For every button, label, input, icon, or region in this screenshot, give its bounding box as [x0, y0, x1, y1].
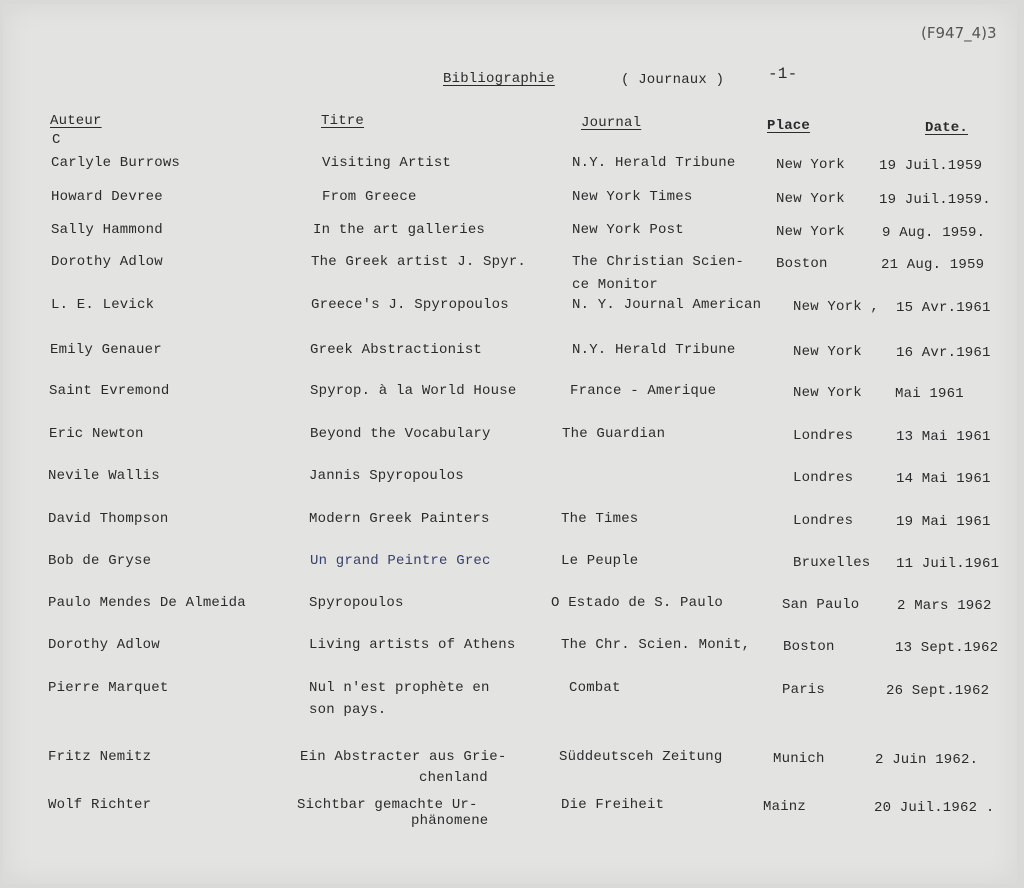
entry-date: 15 Avr.1961: [896, 300, 991, 316]
entry-author: Paulo Mendes De Almeida: [48, 595, 246, 611]
entry-title-continued: son pays.: [309, 702, 387, 718]
entry-place: Boston: [783, 639, 835, 655]
entry-date: 19 Juil.1959: [879, 158, 983, 174]
document-page: [3, 4, 1017, 884]
entry-author: Carlyle Burrows: [51, 155, 181, 171]
column-header-place: Place: [767, 118, 811, 134]
entry-journal: Le Peuple: [561, 553, 639, 569]
page-number: -1-: [768, 65, 798, 83]
entry-author: Fritz Nemitz: [48, 749, 152, 765]
document-title: Bibliographie: [443, 71, 555, 87]
entry-place: New York: [776, 157, 845, 173]
entry-journal: N.Y. Herald Tribune: [572, 342, 736, 358]
entry-place: Londres: [793, 513, 854, 529]
entry-place: Londres: [793, 428, 854, 444]
entry-title: Modern Greek Painters: [309, 511, 490, 527]
entry-date: Mai 1961: [895, 386, 964, 402]
entry-author: Dorothy Adlow: [48, 637, 160, 653]
entry-journal: N.Y. Herald Tribune: [572, 155, 736, 171]
entry-place: Mainz: [763, 799, 807, 815]
column-header-title: Titre: [321, 113, 365, 129]
entry-place: Bruxelles: [793, 555, 871, 571]
entry-journal: O Estado de S. Paulo: [551, 595, 724, 611]
entry-title: Jannis Spyropoulos: [309, 468, 464, 484]
entry-author: Emily Genauer: [50, 342, 162, 358]
entry-place: Munich: [773, 751, 825, 767]
entry-author: L. E. Levick: [51, 297, 155, 313]
entry-date: 2 Mars 1962: [897, 598, 992, 614]
entry-title: Ein Abstracter aus Grie-: [300, 749, 507, 765]
entry-date: 13 Mai 1961: [896, 429, 991, 445]
entry-author: Sally Hammond: [51, 222, 163, 238]
entry-place: Boston: [776, 256, 828, 272]
entry-journal: N. Y. Journal American: [572, 297, 762, 313]
entry-journal: The Christian Scien-: [572, 254, 745, 270]
entry-date: 11 Juil.1961: [896, 556, 1000, 572]
entry-date: 2 Juin 1962.: [875, 752, 979, 768]
entry-title: In the art galleries: [313, 222, 486, 238]
entry-place: New York: [793, 385, 862, 401]
entry-author: Nevile Wallis: [48, 468, 160, 484]
entry-title: Greece's J. Spyropoulos: [311, 297, 509, 313]
entry-journal: France - Amerique: [570, 383, 717, 399]
entry-journal: Die Freiheit: [561, 797, 665, 813]
column-header-journal: Journal: [581, 115, 642, 131]
entry-place: New York: [776, 191, 845, 207]
archive-reference: (F947_4)3: [921, 24, 997, 42]
entry-author: Howard Devree: [51, 189, 163, 205]
entry-journal: The Guardian: [562, 426, 666, 442]
entry-title: Visiting Artist: [322, 155, 452, 171]
entry-place: New York: [776, 224, 845, 240]
entry-author: Wolf Richter: [48, 797, 152, 813]
entry-title-continued: chenland: [419, 770, 488, 786]
entry-author: David Thompson: [48, 511, 169, 527]
entry-title: Living artists of Athens: [309, 637, 516, 653]
entry-journal: Süddeutsceh Zeitung: [559, 749, 723, 765]
entry-date: 20 Juil.1962 .: [874, 800, 995, 816]
entry-date: 21 Aug. 1959: [881, 257, 985, 273]
entry-journal: The Times: [561, 511, 639, 527]
entry-journal: New York Post: [572, 222, 684, 238]
entry-title: Un grand Peintre Grec: [310, 553, 491, 569]
entry-date: 13 Sept.1962: [895, 640, 999, 656]
entry-journal: Combat: [569, 680, 621, 696]
entry-title: Spyropoulos: [309, 595, 404, 611]
entry-date: 26 Sept.1962: [886, 683, 990, 699]
entry-place: Londres: [793, 470, 854, 486]
entry-place: Paris: [782, 682, 826, 698]
entry-place: New York: [793, 344, 862, 360]
document-subtitle: ( Journaux ): [621, 72, 725, 88]
entry-place: San Paulo: [782, 597, 860, 613]
entry-journal: New York Times: [572, 189, 693, 205]
entry-title: Beyond the Vocabulary: [310, 426, 491, 442]
entry-title: Sichtbar gemachte Ur-: [297, 797, 478, 813]
entry-title: Spyrop. à la World House: [310, 383, 517, 399]
entry-title: Greek Abstractionist: [310, 342, 483, 358]
column-header-date: Date.: [925, 120, 969, 136]
entry-journal-continued: ce Monitor: [572, 277, 659, 293]
entry-place: New York ,: [793, 299, 880, 315]
entry-author: Saint Evremond: [49, 383, 170, 399]
entry-title: The Greek artist J. Spyr.: [311, 254, 527, 270]
column-header-author: Auteur: [50, 113, 102, 129]
entry-date: 19 Mai 1961: [896, 514, 991, 530]
entry-author: Pierre Marquet: [48, 680, 169, 696]
entry-date: 14 Mai 1961: [896, 471, 991, 487]
entry-title: From Greece: [322, 189, 417, 205]
section-letter: C: [52, 132, 61, 148]
entry-date: 9 Aug. 1959.: [882, 225, 986, 241]
entry-date: 19 Juil.1959.: [879, 192, 991, 208]
entry-title-continued: phänomene: [411, 813, 489, 829]
entry-author: Dorothy Adlow: [51, 254, 163, 270]
entry-journal: The Chr. Scien. Monit,: [561, 637, 751, 653]
entry-author: Eric Newton: [49, 426, 144, 442]
entry-title: Nul n'est prophète en: [309, 680, 490, 696]
entry-date: 16 Avr.1961: [896, 345, 991, 361]
entry-author: Bob de Gryse: [48, 553, 152, 569]
